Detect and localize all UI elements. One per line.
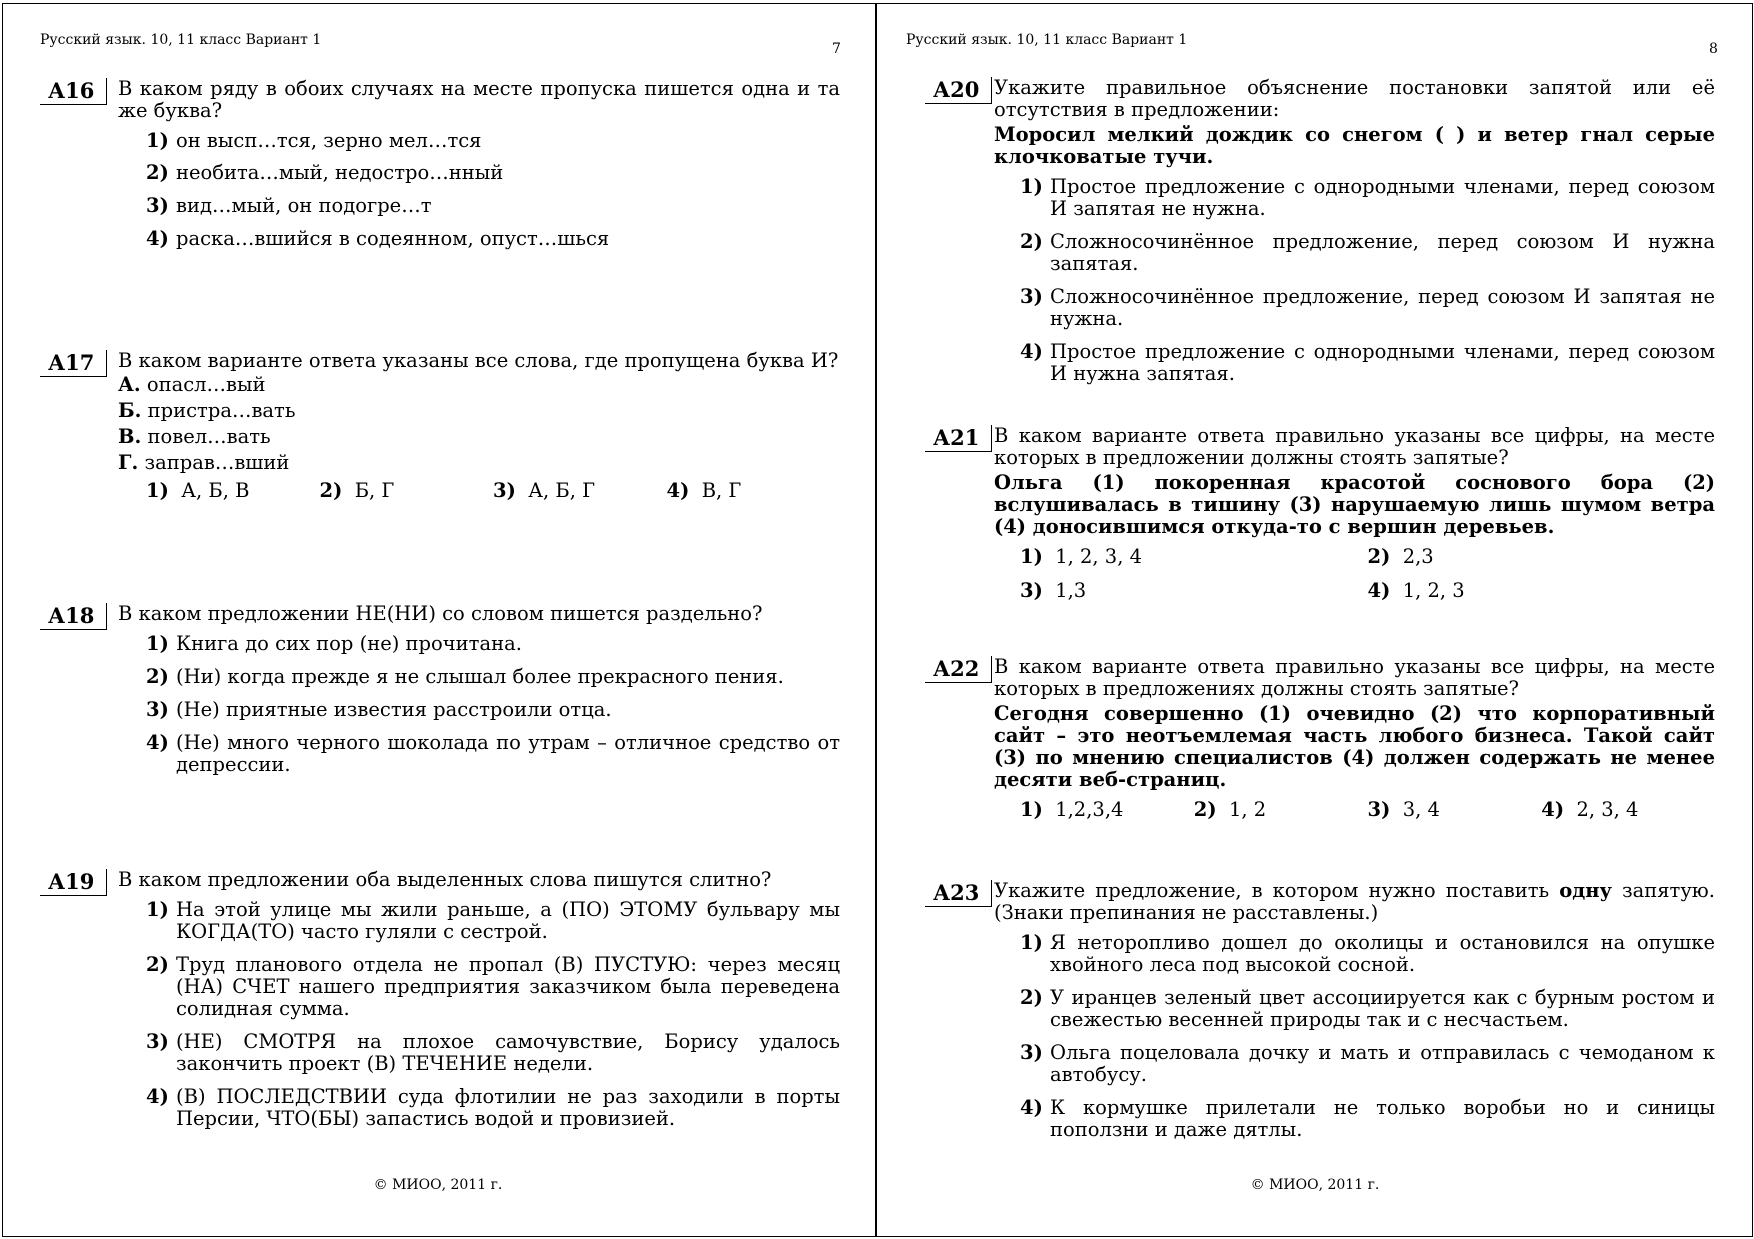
task-label: А21: [925, 425, 992, 452]
answer-option[interactable]: 2) Труд планового отдела не пропал (В) ПУСТУЮ: через месяц (НА) СЧЕТ нашего предприятия заказчиком была переведена солидная сумма.: [146, 953, 840, 1020]
answer-option[interactable]: 1) На этой улице мы жили раньше, а (ПО) ЭТОМУ бульвару мы КОГДА(ТО) часто гуляли с сестрой.: [146, 898, 840, 943]
answer-option[interactable]: 4) 2, 3, 4: [1541, 798, 1639, 821]
task-a19: [40, 869, 840, 1141]
task-label: А17: [40, 350, 107, 377]
answer-option[interactable]: 3) 3, 4: [1367, 798, 1440, 821]
task-question: В каком варианте ответа правильно указаны все цифры, на месте которых в предложениях должны стоять запятые?: [994, 655, 1715, 700]
answer-option[interactable]: 3) (Не) приятные известия расстроили отца.: [146, 698, 612, 721]
answer-option[interactable]: 3) (НЕ) СМОТРЯ на плохое самочувствие, Борису удалось закончить проект (В) ТЕЧЕНИЕ недели.: [146, 1030, 840, 1075]
task-question: В каком предложении оба выделенных слова пишутся слитно?: [118, 868, 772, 891]
task-label: А23: [925, 880, 992, 907]
answer-option[interactable]: 2) Б, Г: [319, 479, 395, 502]
task-label: А22: [925, 656, 992, 683]
answer-option[interactable]: 2) У иранцев зеленый цвет ассоциируется как с бурным ростом и свежестью весенней природы так и с несчастьем.: [1020, 986, 1715, 1031]
answer-option[interactable]: 1) Книга до сих пор (не) прочитана.: [146, 632, 522, 655]
task-a18: [40, 603, 840, 787]
task-question: Укажите предложение, в котором нужно поставить одну запятую. (Знаки препинания не расставлены.): [994, 879, 1715, 924]
answer-option[interactable]: 3) вид…мый, он подогре…т: [146, 194, 432, 217]
answer-option[interactable]: 1) Простое предложение с однородными членами, перед союзом И запятая не нужна.: [1020, 175, 1715, 220]
task-a22: [925, 656, 1715, 821]
answer-option[interactable]: 1) он высп…тся, зерно мел…тся: [146, 129, 482, 152]
answer-option[interactable]: 4) Простое предложение с однородными членами, перед союзом И нужна запятая.: [1020, 340, 1715, 385]
task-question: В каком предложении НЕ(НИ) со словом пишется раздельно?: [118, 602, 763, 625]
right-page: [876, 0, 1754, 1239]
answer-option[interactable]: 4) К кормушке прилетали не только воробьи но и синицы поползни и даже дятлы.: [1020, 1096, 1715, 1141]
word-item: А. опасл…вый: [118, 373, 266, 396]
page-header: Русский язык. 10, 11 класс Вариант 1: [906, 32, 1188, 48]
answer-option[interactable]: 4) 1, 2, 3: [1367, 579, 1465, 602]
task-a21: [925, 425, 1715, 614]
task-question: В каком варианте ответа указаны все слова, где пропущена буква И?: [118, 349, 839, 372]
answer-option[interactable]: 4) (В) ПОСЛЕДСТВИИ суда флотилии не раз заходили в порты Персии, ЧТО(БЫ) запастись водой и провизией.: [146, 1085, 840, 1130]
task-question: В каком варианте ответа правильно указаны все цифры, на месте которых в предложении должны стоять запятые?: [994, 424, 1715, 469]
answer-option[interactable]: 3) Ольга поцеловала дочку и мать и отправилась с чемоданом к автобусу.: [1020, 1041, 1715, 1086]
answer-option[interactable]: 3) Сложносочинённое предложение, перед союзом И запятая не нужна.: [1020, 285, 1715, 330]
answer-option[interactable]: 1) 1,2,3,4: [1020, 798, 1124, 821]
answer-option[interactable]: 3) А, Б, Г: [493, 479, 596, 502]
answer-option[interactable]: 4) (Не) много черного шоколада по утрам – отличное средство от депрессии.: [146, 731, 840, 776]
task-question: Укажите правильное объяснение постановки запятой или её отсутствия в предложении:: [994, 76, 1715, 121]
answer-option[interactable]: 4) В, Г: [666, 479, 742, 502]
answer-option[interactable]: 2) необита…мый, недостро…нный: [146, 161, 504, 184]
answer-option[interactable]: 4) раска…вшийся в содеянном, опуст…шься: [146, 227, 610, 250]
task-sentence: Моросил мелкий дождик со снегом ( ) и ветер гнал серые клочковатые тучи.: [994, 123, 1715, 168]
task-sentence: Сегодня совершенно (1) очевидно (2) что корпоративный сайт – это неотъемлемая часть любого бизнеса. Такой сайт (3) по мнению специалистов (4) должен содержать не менее десяти веб-страниц.: [994, 702, 1715, 791]
word-item: Б. пристра…вать: [118, 399, 296, 422]
answer-option[interactable]: 2) Сложносочинённое предложение, перед союзом И нужна запятая.: [1020, 230, 1715, 275]
answer-option[interactable]: 3) 1,3: [1020, 579, 1087, 602]
task-a20: [925, 77, 1715, 396]
task-label: А16: [40, 78, 107, 105]
answer-option[interactable]: 2) 1, 2: [1193, 798, 1267, 821]
page-footer: © МИОО, 2011 г.: [373, 1177, 503, 1193]
task-label: А18: [40, 603, 107, 630]
task-a16: [40, 78, 840, 261]
answer-option[interactable]: 2) 2,3: [1367, 545, 1434, 568]
task-question: В каком ряду в обоих случаях на месте пропуска пишется одна и та же буква?: [118, 77, 840, 122]
word-item: Г. заправ…вший: [118, 451, 290, 474]
word-item: В. повел…вать: [118, 425, 271, 448]
task-a23: [925, 880, 1715, 1152]
left-page: [0, 0, 876, 1239]
answer-option[interactable]: 1) Я неторопливо дошел до околицы и остановился на опушке хвойного леса под высокой сосной.: [1020, 931, 1715, 976]
task-a17: [40, 350, 840, 502]
page-header: Русский язык. 10, 11 класс Вариант 1: [40, 32, 322, 48]
answer-option[interactable]: 1) А, Б, В: [146, 479, 250, 502]
task-label: А19: [40, 869, 107, 896]
task-sentence: Ольга (1) покоренная красотой соснового бора (2) вслушивалась в тишину (3) нарушаемую лишь шумом ветра (4) доносившимся откуда-то с вершин деревьев.: [994, 471, 1715, 538]
page-number: 7: [832, 41, 841, 57]
page-number: 8: [1709, 41, 1718, 57]
answer-option[interactable]: 1) 1, 2, 3, 4: [1020, 545, 1143, 568]
answer-option[interactable]: 2) (Ни) когда прежде я не слышал более прекрасного пения.: [146, 665, 784, 688]
task-label: А20: [925, 77, 992, 104]
page-footer: © МИОО, 2011 г.: [1250, 1177, 1380, 1193]
